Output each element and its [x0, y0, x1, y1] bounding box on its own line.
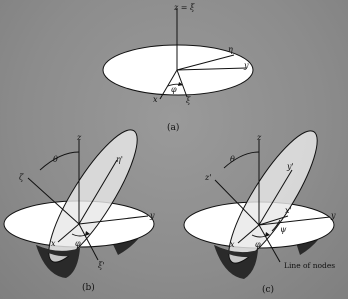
panel-a-xi-label: ξ: [186, 96, 191, 105]
panel-a-eta-label: η: [228, 45, 233, 54]
panel-b-xi-label: ξ': [98, 261, 105, 270]
panel-b-theta-label: θ: [53, 155, 58, 164]
panel-c-caption: (c): [262, 285, 275, 295]
panel-c-theta-label: θ: [230, 155, 235, 164]
panel-c-x-prime-label: x': [285, 206, 292, 215]
panel-b-phi-label: φ: [75, 239, 81, 248]
panel-b-caption: (b): [82, 283, 95, 293]
panel-b-x-label: x: [51, 239, 56, 248]
panel-b-z-label: z: [77, 133, 82, 142]
panel-c-line-of-nodes-label: Line of nodes: [284, 261, 336, 270]
panel-b-tilted-plane: [35, 120, 151, 272]
panel-c-z-label: z: [257, 133, 262, 142]
panel-c-phi-label: φ: [255, 240, 261, 249]
panel-b: [4, 120, 155, 293]
panel-c-y-prime-label: y': [287, 162, 294, 171]
panel-a-y-label: y: [244, 61, 249, 70]
panel-b-zeta-label: ζ: [19, 173, 24, 182]
panel-a-phi-label: φ: [171, 85, 177, 94]
panel-a: [103, 3, 253, 133]
panel-a-caption: (a): [167, 123, 180, 133]
panel-b-theta-arc: [40, 152, 79, 170]
panel-b-y-label: y: [150, 211, 155, 220]
panel-c-x-label: x: [230, 240, 235, 249]
panel-a-zeta-label: z = ξ: [174, 3, 195, 12]
panel-b-eta-label: η': [116, 155, 123, 164]
panel-a-x-label: x: [153, 95, 158, 104]
panel-c-z-prime-label: z': [205, 173, 212, 182]
panel-c-y-label: y: [331, 211, 336, 220]
panel-c: [184, 121, 336, 295]
panel-c-psi-label: ψ: [280, 225, 287, 234]
